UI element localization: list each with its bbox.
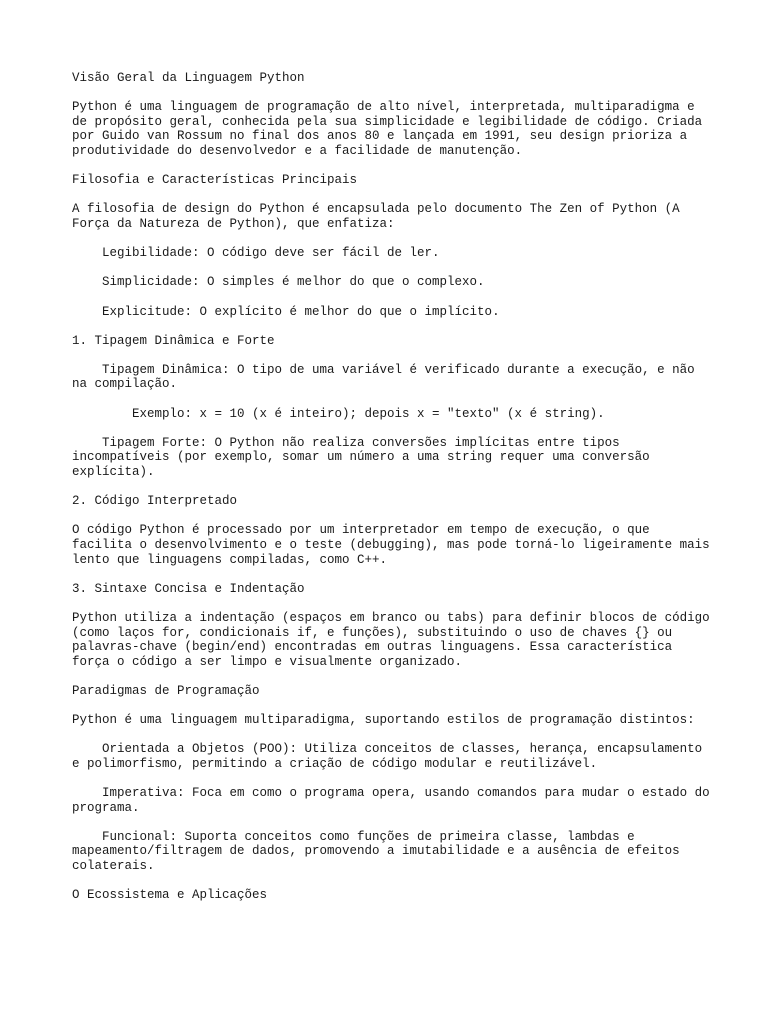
section-heading-philosophy: Filosofia e Características Principais xyxy=(72,173,358,188)
section-heading-syntax: 3. Sintaxe Concisa e Indentação xyxy=(72,581,305,596)
list-item-functional: Funcional: Suporta conceitos como funções de primeira classe, lambdas e mapeamento/filtragem de dados, promovendo a imutabilidade e a ausência de efeitos colaterais. xyxy=(72,829,680,874)
section-heading-paradigms: Paradigmas de Programação xyxy=(72,683,260,698)
section-heading-ecosystem: O Ecossistema e Aplicações xyxy=(72,888,268,903)
section-heading-typing: 1. Tipagem Dinâmica e Forte xyxy=(72,333,275,348)
strong-typing-paragraph: Tipagem Forte: O Python não realiza conversões implícitas entre tipos incompatíveis (por exemplo, somar um número a uma string requer uma conversão explícita). xyxy=(72,435,650,480)
typing-example: Exemplo: x = 10 (x é inteiro); depois x = "texto" (x é string). xyxy=(132,406,605,421)
list-item-explicitness: Explicitude: O explícito é melhor do que o implícito. xyxy=(102,304,500,319)
list-item-oop: Orientada a Objetos (POO): Utiliza conceitos de classes, herança, encapsulamento e polimorfismo, permitindo a criação de código modular e reutilizável. xyxy=(72,742,703,771)
intro-paragraph: Python é uma linguagem de programação de alto nível, interpretada, multiparadigma e de propósito geral, conhecida pela sua simplicidade e legibilidade de código. Criada por Guido van Rossum no final dos anos 80 e lançada em 1991, seu design prioriza a produtividade do desenvolvedor e a facilidade de manutenção. xyxy=(72,100,703,158)
paradigms-paragraph: Python é uma linguagem multiparadigma, suportando estilos de programação distintos: xyxy=(72,713,695,728)
dynamic-typing-paragraph: Tipagem Dinâmica: O tipo de uma variável é verificado durante a execução, e não na compilação. xyxy=(72,362,695,392)
doc-title: Visão Geral da Linguagem Python xyxy=(72,71,305,85)
interpreted-paragraph: O código Python é processado por um interpretador em tempo de execução, o que facilita o desenvolvimento e o teste (debugging), mas pode torná-lo ligeiramente mais lento que linguagens compiladas, como C++. xyxy=(72,523,710,567)
list-item-simplicity: Simplicidade: O simples é melhor do que o complexo. xyxy=(102,275,485,290)
section-heading-interpreted: 2. Código Interpretado xyxy=(72,494,238,509)
list-item-imperative: Imperativa: Foca em como o programa opera, usando comandos para mudar o estado do programa. xyxy=(72,786,710,815)
syntax-paragraph: Python utiliza a indentação (espaços em branco ou tabs) para definir blocos de código (como laços for, condicionais if, e funções), substituindo o uso de chaves {} ou palavras-chave (begin/end) encontradas em outras linguagens. Essa característica força o código a ser limpo e visualmente organizado. xyxy=(72,610,710,669)
philosophy-paragraph: A filosofia de design do Python é encapsulada pelo documento The Zen of Python (A Força da Natureza de Python), que enfatiza: xyxy=(72,202,680,231)
list-item-legibility: Legibilidade: O código deve ser fácil de ler. xyxy=(102,246,440,261)
document-page xyxy=(72,71,712,917)
